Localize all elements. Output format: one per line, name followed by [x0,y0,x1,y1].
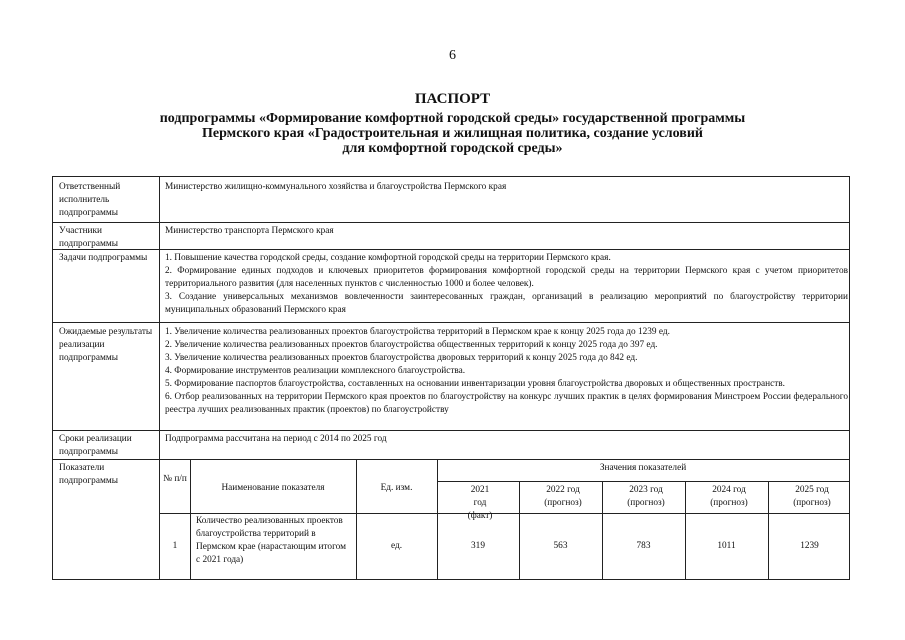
year-header: 2024 год (прогноз) [710,485,748,508]
column-header-name: Наименование показателя [221,483,325,493]
result-item: 6. Отбор реализованных на территории Пермского края проектов по благоустройству на конкурс лучших практик в целях формирования Минстроем России федерального реестра лучших реализованных практик (проектов) по благоустройству [165,392,848,415]
result-item: 3. Увеличение количества реализованных проектов благоустройства дворовых территорий к концу 2025 года до 842 ед. [165,353,638,363]
task-item: 1. Повышение качества городской среды, создание комфортной городской среды на территории Пермского края. [165,253,611,263]
row-divider [53,322,849,323]
inner-divider [437,481,849,482]
page-title: ПАСПОРТ [414,91,491,107]
value-cell: 1239 [800,541,819,551]
indicator-name: Количество реализованных проектов благоустройства территорий в Пермском крае (нарастающим итогом с 2021 года) [196,516,347,565]
indicators-label: Показатели подпрограммы [59,463,118,486]
value-cell: 1011 [717,541,736,551]
tasks-label: Задачи подпрограммы [59,253,148,263]
result-item: 4. Формирование инструментов реализации комплексного благоустройства. [165,366,466,376]
value-cell: 563 [553,541,568,551]
year-header: 2025 год (прогноз) [793,485,831,508]
inner-divider [768,481,769,579]
subtitle-line-2: Пермского края «Градостроительная и жилищная политика, создание условий [201,126,703,141]
responsible-label: Ответственный исполнитель подпрограммы [59,182,121,218]
column-divider [159,177,160,579]
passport-table [52,176,850,580]
participants-label: Участники подпрограммы [59,226,118,249]
tasks-list [165,252,848,317]
task-item: 2. Формирование единых подходов и ключевых приоритетов формирования комфортной городской среды на территории Пермского края с учетом приоритетов территориального развития (для населенных пунктов с численностью 1000 и более человек). [165,266,848,289]
inner-divider [356,459,357,579]
inner-divider [190,459,191,579]
subtitle-line-3: для комфортной городской среды» [342,141,563,156]
result-item: 1. Увеличение количества реализованных проектов благоустройства территорий в Пермском крае к концу 2025 года до 1239 ед. [165,327,670,337]
task-item: 3. Создание универсальных механизмов вовлеченности заинтересованных граждан, организаций в реализацию мероприятий по благоустройству территории муниципальных образований Пермского края [165,292,848,315]
year-header: 2021 год (факт) [467,485,493,521]
results-list [165,326,848,417]
period-text: Подпрограмма рассчитана на период с 2014 по 2025 год [165,434,387,444]
row-divider [53,249,849,250]
period-label: Сроки реализации подпрограммы [59,434,132,457]
value-cell: 783 [636,541,651,551]
row-divider [53,222,849,223]
inner-divider [685,481,686,579]
inner-divider [159,513,849,514]
row-divider [53,459,849,460]
column-header-unit: Ед. изм. [380,483,413,493]
result-item: 5. Формирование паспортов благоустройства, составленных на основании инвентаризации уровня благоустройства дворовых и общественных пространств. [165,379,785,389]
indicator-unit: ед. [390,541,403,551]
participants-text: Министерство транспорта Пермского края [165,226,334,236]
row-divider [53,430,849,431]
column-header-values: Значения показателей [599,463,687,473]
year-header: 2022 год (прогноз) [544,485,582,508]
results-label: Ожидаемые результаты реализации подпрограммы [59,327,153,363]
row-number: 1 [172,541,178,551]
year-header: 2023 год (прогноз) [627,485,665,508]
column-header-number: № п/п [163,474,187,484]
responsible-text: Министерство жилищно-коммунального хозяйства и благоустройства Пермского края [165,182,507,192]
result-item: 2. Увеличение количества реализованных проектов благоустройства общественных территорий к концу 2025 года до 397 ед. [165,340,658,350]
inner-divider [519,481,520,579]
inner-divider [437,459,438,579]
value-cell: 319 [471,541,485,551]
page-number: 6 [449,48,456,63]
subtitle-line-1: подпрограммы «Формирование комфортной городской среды» государственной программы [159,111,746,126]
subtitle [100,111,805,156]
inner-divider [602,481,603,579]
